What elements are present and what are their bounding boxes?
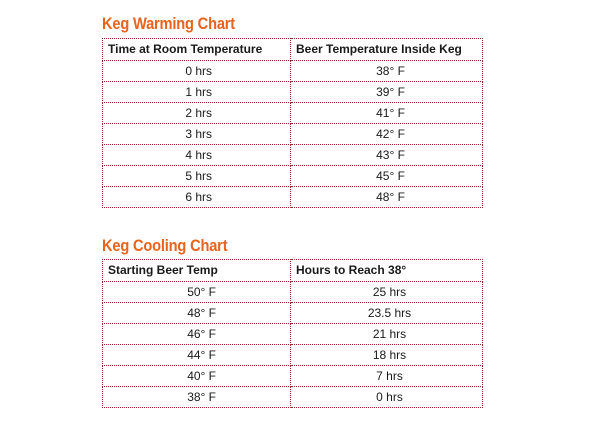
column-header-hours-to-reach: Hours to Reach 38° [291, 260, 483, 282]
table-cell-temperature: 44° F [103, 345, 291, 366]
warming-chart-title: Keg Warming Chart [102, 14, 236, 33]
table-cell-temperature: 39° F [291, 82, 483, 103]
table-cell-hours: 25 hrs [291, 282, 483, 303]
table-row [103, 166, 483, 187]
table-row [103, 303, 483, 324]
table-row [103, 187, 483, 208]
table-row [103, 61, 483, 82]
table-row [103, 345, 483, 366]
column-header-starting-temp: Starting Beer Temp [103, 260, 291, 282]
warming-chart-table [102, 38, 483, 208]
table-cell-temperature: 48° F [291, 187, 483, 208]
table-cell-temperature: 45° F [291, 166, 483, 187]
table-cell-hours: 23.5 hrs [291, 303, 483, 324]
cooling-chart-table [102, 259, 483, 408]
table-cell-hours: 18 hrs [291, 345, 483, 366]
table-row [103, 387, 483, 408]
table-cell-temperature: 38° F [291, 61, 483, 82]
table-cell-temperature: 43° F [291, 145, 483, 166]
cooling-chart-title: Keg Cooling Chart [102, 236, 228, 255]
table-cell-time: 2 hrs [103, 103, 291, 124]
table-cell-temperature: 46° F [103, 324, 291, 345]
column-header-beer-temperature: Beer Temperature Inside Keg [291, 39, 483, 61]
table-header-row [103, 39, 483, 61]
table-cell-temperature: 40° F [103, 366, 291, 387]
table-cell-temperature: 41° F [291, 103, 483, 124]
table-cell-time: 3 hrs [103, 124, 291, 145]
table-row [103, 82, 483, 103]
table-row [103, 366, 483, 387]
table-row [103, 324, 483, 345]
table-cell-hours: 0 hrs [291, 387, 483, 408]
table-cell-hours: 21 hrs [291, 324, 483, 345]
table-row [103, 124, 483, 145]
table-cell-time: 6 hrs [103, 187, 291, 208]
table-header-row [103, 260, 483, 282]
table-cell-temperature: 42° F [291, 124, 483, 145]
table-row [103, 282, 483, 303]
table-cell-temperature: 48° F [103, 303, 291, 324]
table-row [103, 145, 483, 166]
table-cell-temperature: 50° F [103, 282, 291, 303]
table-cell-hours: 7 hrs [291, 366, 483, 387]
table-cell-time: 5 hrs [103, 166, 291, 187]
table-cell-time: 4 hrs [103, 145, 291, 166]
table-cell-time: 1 hrs [103, 82, 291, 103]
table-row [103, 103, 483, 124]
column-header-time: Time at Room Temperature [103, 39, 291, 61]
table-cell-temperature: 38° F [103, 387, 291, 408]
table-cell-time: 0 hrs [103, 61, 291, 82]
